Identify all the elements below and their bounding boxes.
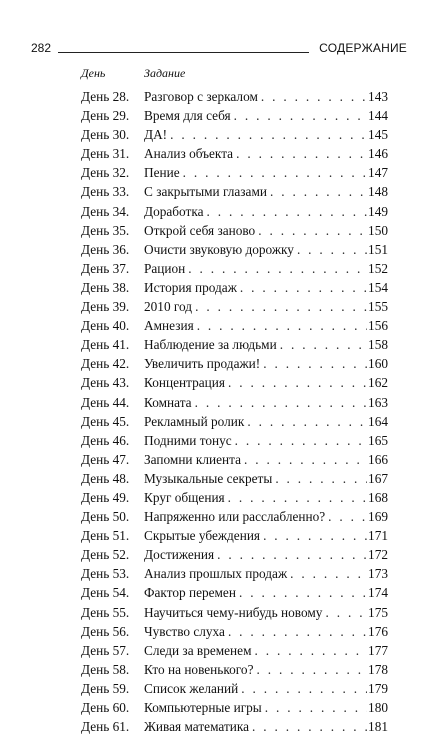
toc-row	[81, 278, 388, 297]
toc-row	[81, 144, 388, 163]
toc-entry	[144, 583, 388, 602]
toc-row	[81, 335, 388, 354]
dot-leader	[290, 564, 367, 583]
toc-day: День 61.	[81, 719, 130, 735]
toc-title: История продаж	[144, 278, 240, 297]
dot-leader	[206, 202, 367, 221]
dot-leader	[261, 87, 367, 106]
toc-page-number: 179	[368, 680, 388, 696]
toc-title: Подними тонус	[144, 431, 235, 450]
toc-entry	[144, 297, 388, 316]
toc-title: Музыкальные секреты	[144, 469, 275, 488]
toc-row	[81, 545, 388, 564]
toc-entry	[144, 564, 388, 583]
toc-title: Комната	[144, 393, 195, 412]
toc-page-number: 166	[368, 451, 388, 467]
toc-page-number: 152	[368, 260, 388, 276]
toc-day: День 57.	[81, 642, 130, 658]
toc-row	[81, 507, 388, 526]
toc-page-number: 146	[368, 146, 388, 162]
toc-page-number: 165	[368, 432, 388, 448]
dot-leader	[188, 259, 367, 278]
toc-day: День 53.	[81, 566, 130, 582]
toc-day: День 59.	[81, 680, 130, 696]
toc-row	[81, 603, 388, 622]
toc-page-number: 176	[368, 623, 388, 639]
dot-leader	[236, 144, 367, 163]
toc-day: День 49.	[81, 489, 130, 505]
toc-page-number: 145	[368, 127, 388, 143]
toc-title: Живая математика	[144, 717, 252, 736]
toc-title: Анализ прошлых продаж	[144, 564, 290, 583]
toc-title: С закрытыми глазами	[144, 182, 270, 201]
toc-row	[81, 297, 388, 316]
toc-day: День 38.	[81, 279, 130, 295]
dot-leader	[247, 412, 367, 431]
dot-leader	[240, 278, 367, 297]
toc-day: День 50.	[81, 509, 130, 525]
toc-day: День 31.	[81, 146, 130, 162]
dot-leader	[217, 545, 367, 564]
dot-leader	[239, 583, 367, 602]
toc-entry	[144, 240, 388, 259]
toc-day: День 43.	[81, 375, 130, 391]
toc-entry	[144, 641, 388, 660]
toc-title: Доработка	[144, 202, 206, 221]
toc-page-number: 163	[368, 394, 388, 410]
toc-title: Следи за временем	[144, 641, 255, 660]
toc-entry	[144, 259, 388, 278]
toc-day: День 44.	[81, 394, 130, 410]
toc-day: День 40.	[81, 318, 130, 334]
toc-page-number: 169	[368, 509, 388, 525]
toc-row	[81, 717, 388, 736]
toc-entry	[144, 526, 388, 545]
toc-day: День 45.	[81, 413, 130, 429]
toc-day: День 54.	[81, 585, 130, 601]
toc-entry	[144, 622, 388, 641]
toc-title: Кто на новенького?	[144, 660, 256, 679]
toc-page-number: 180	[368, 700, 388, 715]
toc-title: Открой себя заново	[144, 221, 258, 240]
toc-entry	[144, 221, 388, 240]
toc-entry	[144, 660, 388, 679]
toc-title: Амнезия	[144, 316, 197, 335]
dot-leader	[263, 354, 367, 373]
toc-entry	[144, 469, 388, 488]
toc-page-number: 181	[368, 719, 388, 735]
dot-leader	[265, 698, 367, 717]
toc-entry	[144, 87, 388, 106]
dot-leader	[195, 297, 367, 316]
toc-page-number: 156	[368, 318, 388, 334]
toc-page-number: 174	[368, 585, 388, 601]
toc-entry	[144, 278, 388, 297]
toc-day: День 42.	[81, 356, 130, 372]
toc-title: Список желаний	[144, 679, 241, 698]
dot-leader	[197, 316, 367, 335]
toc-page-number: 172	[368, 547, 388, 563]
toc-entry	[144, 698, 388, 717]
toc-row	[81, 622, 388, 641]
toc-page-number: 158	[368, 337, 388, 353]
dot-leader	[297, 240, 367, 259]
toc-day: День 41.	[81, 337, 130, 353]
toc-row	[81, 698, 388, 717]
toc-entry	[144, 316, 388, 335]
toc-entry	[144, 450, 388, 469]
toc-title: Разговор с зеркалом	[144, 87, 261, 106]
toc-entry	[144, 182, 388, 201]
toc-day: День 58.	[81, 661, 130, 677]
toc-page-number: 154	[368, 279, 388, 295]
toc-entry	[144, 144, 388, 163]
dot-leader	[241, 679, 367, 698]
toc-day: День 36.	[81, 241, 130, 257]
toc-row	[81, 583, 388, 602]
dot-leader	[252, 717, 367, 736]
column-header-task: Задание	[144, 66, 186, 80]
toc-entry	[144, 545, 388, 564]
toc-page-number: 143	[368, 89, 388, 104]
toc-row	[81, 526, 388, 545]
toc-title: Компьютерные игры	[144, 698, 265, 717]
toc-entry	[144, 507, 388, 526]
dot-leader	[255, 641, 368, 660]
toc-day: День 55.	[81, 604, 130, 620]
dot-leader	[275, 469, 367, 488]
toc-entry	[144, 373, 388, 392]
toc-title: Очисти звуковую дорожку	[144, 240, 297, 259]
toc-row	[81, 202, 388, 221]
toc-entry	[144, 335, 388, 354]
table-of-contents	[81, 87, 388, 736]
toc-row	[81, 221, 388, 240]
toc-page-number: 160	[368, 356, 388, 372]
toc-row	[81, 469, 388, 488]
toc-entry	[144, 393, 388, 412]
toc-page-number: 171	[368, 528, 388, 544]
toc-page-number: 175	[368, 604, 388, 620]
toc-row	[81, 354, 388, 373]
toc-title: Научиться чему-нибудь новому	[144, 603, 325, 622]
toc-title: Рекламный ролик	[144, 412, 247, 431]
toc-row	[81, 182, 388, 201]
toc-entry	[144, 202, 388, 221]
toc-page-number: 150	[368, 222, 388, 238]
toc-row	[81, 488, 388, 507]
toc-title: ДА!	[144, 125, 170, 144]
dot-leader	[195, 393, 367, 412]
toc-row	[81, 679, 388, 698]
toc-page-number: 173	[368, 566, 388, 582]
toc-row	[81, 87, 388, 106]
toc-day: День 28.	[81, 89, 130, 104]
toc-page-number: 149	[368, 203, 388, 219]
toc-row	[81, 106, 388, 125]
toc-title: Фактор перемен	[144, 583, 239, 602]
toc-title: Пение	[144, 163, 183, 182]
toc-entry	[144, 488, 388, 507]
dot-leader	[258, 221, 367, 240]
toc-page-number: 177	[368, 642, 388, 658]
toc-row	[81, 240, 388, 259]
toc-day: День 47.	[81, 451, 130, 467]
toc-row	[81, 564, 388, 583]
dot-leader	[170, 125, 367, 144]
toc-day: День 39.	[81, 299, 130, 315]
toc-page-number: 147	[368, 165, 388, 181]
toc-page-number: 162	[368, 375, 388, 391]
dot-leader	[263, 526, 367, 545]
toc-day: День 48.	[81, 470, 130, 486]
toc-row	[81, 660, 388, 679]
toc-title: Чувство слуха	[144, 622, 228, 641]
toc-row	[81, 125, 388, 144]
dot-leader	[256, 660, 367, 679]
toc-day: День 56.	[81, 623, 130, 639]
toc-row	[81, 316, 388, 335]
toc-row	[81, 412, 388, 431]
toc-entry	[144, 679, 388, 698]
column-header-day: День	[81, 66, 106, 80]
dot-leader	[228, 488, 367, 507]
toc-entry	[144, 163, 388, 182]
toc-row	[81, 163, 388, 182]
toc-title: Напряженно или расслабленно?	[144, 507, 328, 526]
page-number: 282	[31, 41, 52, 55]
toc-page-number: 168	[368, 489, 388, 505]
toc-entry	[144, 106, 388, 125]
dot-leader	[183, 163, 367, 182]
toc-row	[81, 373, 388, 392]
dot-leader	[270, 182, 367, 201]
dot-leader	[228, 373, 367, 392]
toc-day: День 35.	[81, 222, 130, 238]
toc-title: Концентрация	[144, 373, 228, 392]
toc-title: Анализ объекта	[144, 144, 236, 163]
dot-leader	[235, 431, 367, 450]
toc-page-number: 151	[368, 241, 388, 257]
toc-day: День 29.	[81, 108, 130, 124]
dot-leader	[234, 106, 367, 125]
toc-page-number: 178	[368, 661, 388, 677]
toc-title: Рацион	[144, 259, 188, 278]
toc-day: День 52.	[81, 547, 130, 563]
dot-leader	[328, 507, 367, 526]
section-title: СОДЕРЖАНИЕ	[319, 41, 407, 55]
toc-row	[81, 450, 388, 469]
toc-day: День 34.	[81, 203, 130, 219]
toc-row	[81, 431, 388, 450]
toc-page-number: 155	[368, 299, 388, 315]
toc-row	[81, 641, 388, 660]
header-rule	[58, 52, 309, 53]
toc-row	[81, 259, 388, 278]
toc-title: Круг общения	[144, 488, 228, 507]
toc-day: День 37.	[81, 260, 130, 276]
toc-page-number: 167	[368, 470, 388, 486]
toc-title: Скрытые убеждения	[144, 526, 263, 545]
toc-entry	[144, 431, 388, 450]
toc-title: Время для себя	[144, 106, 234, 125]
toc-day: День 33.	[81, 184, 130, 200]
toc-day: День 32.	[81, 165, 130, 181]
toc-title: Запомни клиента	[144, 450, 244, 469]
toc-day: День 51.	[81, 528, 130, 544]
toc-page-number: 148	[368, 184, 388, 200]
toc-row	[81, 393, 388, 412]
toc-entry	[144, 603, 388, 622]
toc-entry	[144, 717, 388, 736]
toc-day: День 30.	[81, 127, 130, 143]
dot-leader	[228, 622, 367, 641]
column-headers	[81, 66, 411, 84]
dot-leader	[325, 603, 367, 622]
toc-title: 2010 год	[144, 297, 195, 316]
page-header	[31, 41, 407, 59]
toc-day: День 60.	[81, 700, 130, 715]
dot-leader	[244, 450, 367, 469]
toc-title: Достижения	[144, 545, 217, 564]
toc-entry	[144, 125, 388, 144]
toc-day: День 46.	[81, 432, 130, 448]
toc-entry	[144, 412, 388, 431]
toc-title: Наблюдение за людьми	[144, 335, 280, 354]
toc-title: Увеличить продажи!	[144, 354, 263, 373]
toc-entry	[144, 354, 388, 373]
toc-page-number: 144	[368, 108, 388, 124]
toc-page-number: 164	[368, 413, 388, 429]
dot-leader	[280, 335, 367, 354]
